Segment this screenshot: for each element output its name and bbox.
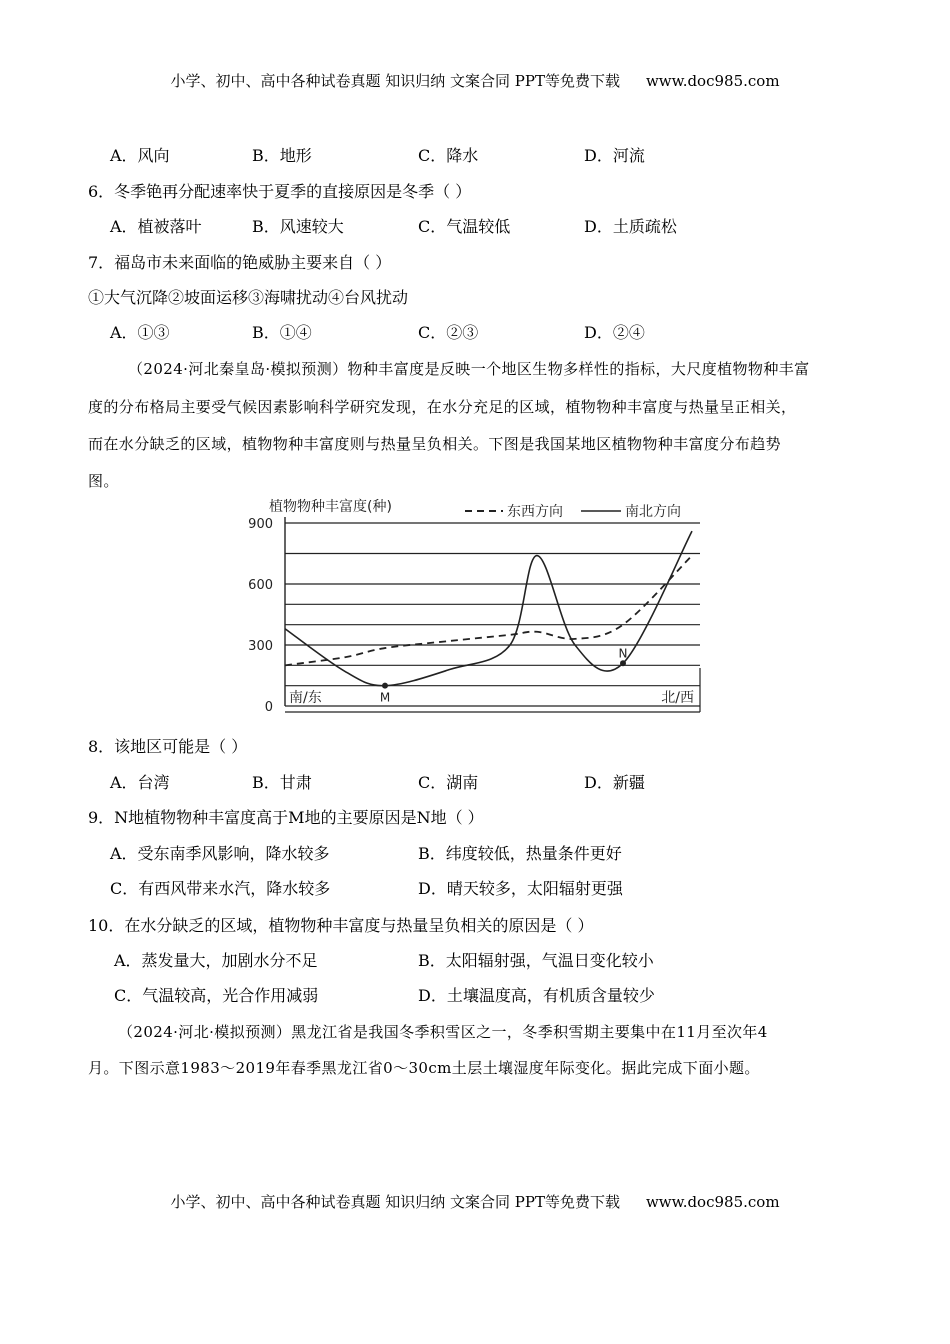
q7-option-a: A．①③ [110,323,170,342]
y-tick-label: 900 [248,517,273,532]
q9-option-b: B．纬度较低，热量条件更好 [418,844,622,863]
point-label-n: N [618,646,628,661]
point-n [620,660,626,666]
q8-option-a: A．台湾 [110,773,170,792]
q8-stem: 8．该地区可能是（ ） [88,737,248,756]
y-tick-label: 600 [248,578,273,593]
legend-east-west: 东西方向 [507,504,563,520]
q6-option-d: D．土质疏松 [584,217,677,236]
passage1-line-3: 而在水分缺乏的区域，植物物种丰富度则与热量呈负相关。下图是我国某地区植物物种丰富度分布趋势 [88,435,782,453]
q6-option-a: A．植被落叶 [110,217,202,236]
chart-gridlines [285,523,700,706]
passage1-line-4: 图。 [88,472,119,490]
q10-option-c: C．气温较高，光合作用减弱 [114,986,319,1005]
legend-north-south: 南北方向 [625,504,681,520]
q6-option-b: B．风速较大 [252,217,344,236]
q6-option-c: C．气温较低 [418,217,511,236]
q9-option-d: D．晴天较多，太阳辐射更强 [418,879,623,898]
header-url: www.doc985.com [645,72,780,90]
passage2-line-2: 月。下图示意1983～2019年春季黑龙江省0～30cm土层土壤湿度年际变化。据此完成下面小题。 [88,1059,760,1077]
q10-stem: 10．在水分缺乏的区域，植物物种丰富度与热量呈负相关的原因是（ ） [88,916,594,935]
q8-option-c: C．湖南 [418,773,479,792]
x-end-label: 北/西 [661,690,694,706]
q8-option-d: D．新疆 [584,773,645,792]
species-richness-chart [245,493,715,718]
q7-sub: ①大气沉降②坡面运移③海啸扰动④台风扰动 [88,288,409,307]
q10-option-a: A．蒸发量大，加剧水分不足 [114,951,318,970]
q10-option-b: B．太阳辐射强，气温日变化较小 [418,951,654,970]
q8-option-b: B．甘肃 [252,773,312,792]
y-axis-label: 植物物种丰富度(种) [269,499,392,515]
q7-option-c: C．②③ [418,323,479,342]
chart-axes [285,517,700,712]
q5-option-c: C．降水 [418,146,479,165]
page-header [0,70,950,91]
point-label-m: M [379,690,391,705]
q5-option-b: B．地形 [252,146,312,165]
passage2-line-1: （2024·河北·模拟预测）黑龙江省是我国冬季积雪区之一，冬季积雪期主要集中在11月至次年4 [118,1023,768,1041]
y-tick-label: 0 [264,700,273,715]
q6-stem: 6．冬季铯再分配速率快于夏季的直接原因是冬季（ ） [88,182,472,201]
x-start-label: 南/东 [289,690,322,706]
page-footer [0,1191,950,1212]
q9-stem: 9．N地植物物种丰富度高于M地的主要原因是N地（ ） [88,808,484,827]
chart-labels [248,498,694,715]
point-m [382,683,388,689]
header-text: 小学、初中、高中各种试卷真题 知识归纳 文案合同 PPT等免费下载 [170,72,620,90]
q5-option-d: D．河流 [584,146,645,165]
q9-option-c: C．有西风带来水汽，降水较多 [110,879,331,898]
passage1-line-2: 度的分布格局主要受气候因素影响科学研究发现，在水分充足的区域，植物物种丰富度与热量呈正相关， [88,398,797,416]
passage1-line-1: （2024·河北秦皇岛·模拟预测）物种丰富度是反映一个地区生物多样性的指标，大尺度植物物种丰富 [128,360,810,378]
footer-text: 小学、初中、高中各种试卷真题 知识归纳 文案合同 PPT等免费下载 [170,1193,620,1211]
q7-stem: 7．福岛市未来面临的铯威胁主要来自（ ） [88,253,392,272]
series-north-south-line [285,531,692,686]
q10-option-d: D．土壤温度高，有机质含量较少 [418,986,655,1005]
q9-option-a: A．受东南季风影响，降水较多 [110,844,330,863]
series-east-west-line [285,556,692,666]
y-tick-label: 300 [248,639,273,654]
q5-option-a: A．风向 [110,146,170,165]
q7-option-b: B．①④ [252,323,312,342]
footer-url: www.doc985.com [645,1193,780,1211]
q7-option-d: D．②④ [584,323,645,342]
